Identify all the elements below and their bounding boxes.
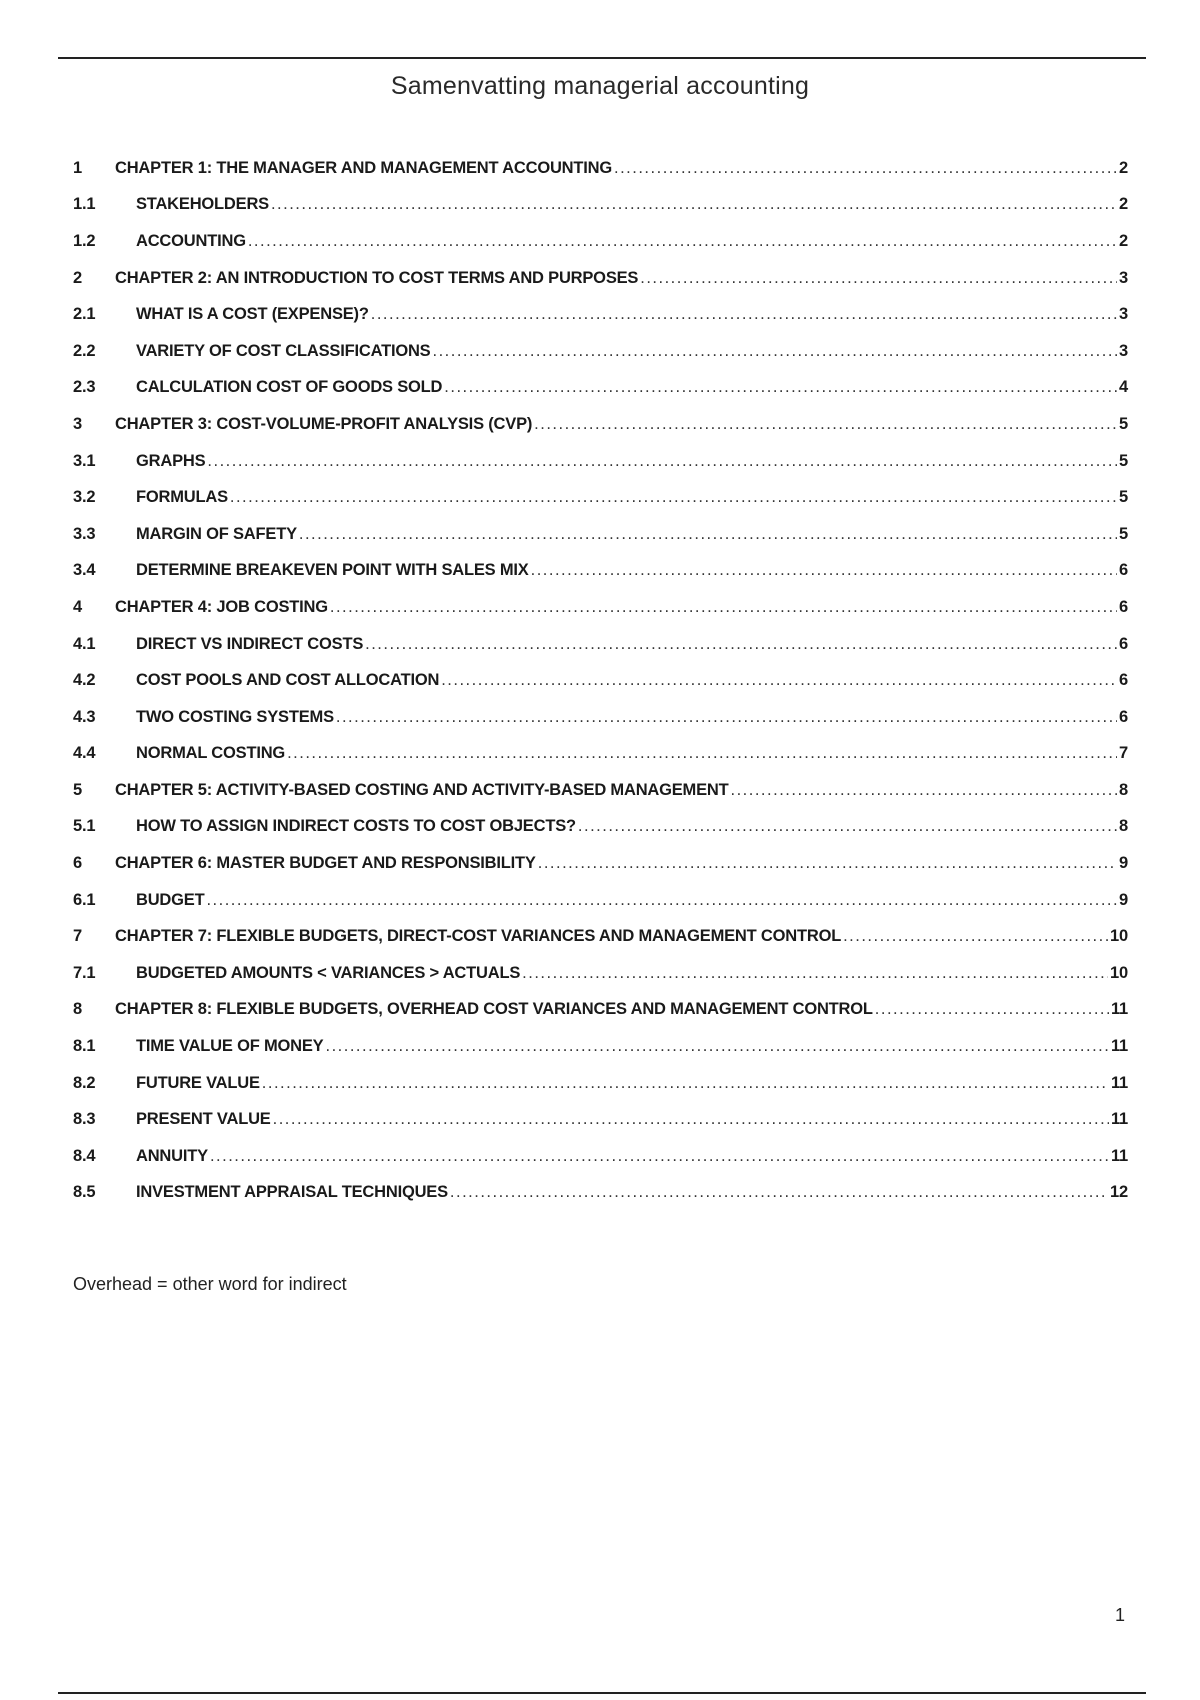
toc-entry-page[interactable]: 11 — [1110, 1146, 1128, 1165]
toc-entry-title[interactable]: STAKEHOLDERS — [136, 195, 269, 214]
body-note: Overhead = other word for indirect — [73, 1274, 347, 1294]
toc-dot-leader — [336, 708, 1117, 727]
toc-entry-page[interactable]: 3 — [1119, 305, 1128, 324]
toc-entry-title[interactable]: NORMAL COSTING — [136, 744, 286, 763]
toc-dot-leader — [248, 232, 1117, 251]
toc-dot-leader — [875, 1000, 1109, 1019]
toc-entry-page[interactable]: 6 — [1119, 561, 1128, 580]
toc-entry-page[interactable]: 12 — [1110, 1183, 1128, 1202]
toc-entry-page[interactable]: 8 — [1119, 817, 1128, 836]
toc-dot-leader — [441, 671, 1117, 690]
toc-entry-page[interactable]: 6 — [1119, 634, 1128, 653]
toc-entry-page[interactable]: 9 — [1119, 890, 1128, 909]
toc-entry-title[interactable]: CHAPTER 8: FLEXIBLE BUDGETS, OVERHEAD COST VARIANCES AND MANAGEMENT CONTROL — [115, 1000, 873, 1019]
toc-dot-leader — [262, 1074, 1109, 1093]
toc-entry-title[interactable]: COST POOLS AND COST ALLOCATION — [136, 671, 440, 690]
toc-entry-title[interactable]: TWO COSTING SYSTEMS — [136, 707, 334, 726]
toc-entry[interactable] — [73, 406, 1128, 443]
toc-dot-leader — [210, 1147, 1109, 1166]
toc-entry[interactable] — [73, 553, 1128, 590]
toc-entry-title[interactable]: VARIETY OF COST CLASSIFICATIONS — [136, 341, 431, 360]
toc-entry-number: 6 — [73, 854, 82, 873]
toc-entry-number: 8.4 — [73, 1146, 96, 1165]
toc-entry[interactable] — [73, 187, 1128, 224]
toc-entry-page[interactable]: 10 — [1110, 927, 1128, 946]
toc-entry-page[interactable]: 10 — [1110, 963, 1128, 982]
toc-entry[interactable] — [73, 882, 1128, 919]
toc-dot-leader — [287, 744, 1117, 763]
toc-entry-title[interactable]: DETERMINE BREAKEVEN POINT WITH SALES MIX — [136, 561, 529, 580]
toc-entry[interactable] — [73, 918, 1128, 955]
toc-dot-leader — [522, 964, 1108, 983]
toc-dot-leader — [538, 854, 1117, 873]
toc-entry[interactable] — [73, 1028, 1128, 1065]
toc-entry[interactable] — [73, 809, 1128, 846]
toc-entry-number: 7.1 — [73, 963, 96, 982]
toc-entry-title[interactable]: INVESTMENT APPRAISAL TECHNIQUES — [136, 1183, 448, 1202]
toc-dot-leader — [273, 1110, 1109, 1129]
toc-entry-number: 5.1 — [73, 817, 96, 836]
toc-entry-number: 4.3 — [73, 707, 96, 726]
toc-entry[interactable] — [73, 992, 1128, 1029]
toc-entry-page[interactable]: 11 — [1110, 1037, 1128, 1056]
toc-entry-title[interactable]: ACCOUNTING — [136, 231, 246, 250]
toc-dot-leader — [365, 635, 1117, 654]
toc-entry-title[interactable]: WHAT IS A COST (EXPENSE)? — [136, 305, 369, 324]
toc-entry-number: 3.1 — [73, 451, 96, 470]
toc-entry-title[interactable]: CALCULATION COST OF GOODS SOLD — [136, 378, 443, 397]
toc-dot-leader — [640, 269, 1117, 288]
toc-entry-page[interactable]: 5 — [1119, 524, 1128, 543]
toc-entry-number: 4.1 — [73, 634, 96, 653]
toc-dot-leader — [371, 305, 1117, 324]
toc-entry-number: 2 — [73, 268, 82, 287]
toc-entry-number: 8.3 — [73, 1110, 96, 1129]
toc-entry-number: 3.3 — [73, 524, 96, 543]
toc-entry-page[interactable]: 5 — [1119, 451, 1128, 470]
toc-entry-number: 4.2 — [73, 671, 96, 690]
footer-rule — [58, 1692, 1146, 1694]
toc-entry-page[interactable]: 6 — [1119, 707, 1128, 726]
toc-entry[interactable] — [73, 955, 1128, 992]
toc-entry[interactable] — [73, 223, 1128, 260]
toc-entry[interactable] — [73, 662, 1128, 699]
toc-entry-page[interactable]: 2 — [1119, 231, 1128, 250]
toc-entry-title[interactable]: FORMULAS — [136, 488, 228, 507]
toc-entry-title[interactable]: CHAPTER 3: COST-VOLUME-PROFIT ANALYSIS (CVP) — [115, 414, 533, 433]
toc-entry-page[interactable]: 5 — [1119, 414, 1128, 433]
toc-entry-number: 1 — [73, 158, 82, 177]
toc-entry-number: 6.1 — [73, 890, 96, 909]
toc-entry[interactable] — [73, 370, 1128, 407]
toc-entry[interactable] — [73, 150, 1128, 187]
toc-entry[interactable] — [73, 626, 1128, 663]
toc-entry-page[interactable]: 3 — [1119, 268, 1128, 287]
toc-dot-leader — [207, 452, 1117, 471]
toc-entry-page[interactable]: 11 — [1110, 1073, 1128, 1092]
toc-entry[interactable] — [73, 296, 1128, 333]
toc-entry[interactable] — [73, 260, 1128, 297]
toc-entry-title[interactable]: CHAPTER 4: JOB COSTING — [115, 597, 328, 616]
toc-entry[interactable] — [73, 1138, 1128, 1175]
toc-dot-leader — [325, 1037, 1108, 1056]
toc-entry-title[interactable]: CHAPTER 1: THE MANAGER AND MANAGEMENT ACCOUNTING — [115, 158, 613, 177]
toc-entry-title[interactable]: PRESENT VALUE — [136, 1110, 271, 1129]
toc-entry-number: 8.2 — [73, 1073, 96, 1092]
toc-entry-number: 2.1 — [73, 305, 96, 324]
header-rule — [58, 57, 1146, 59]
table-of-contents — [73, 150, 1128, 1211]
toc-entry[interactable] — [73, 699, 1128, 736]
toc-dot-leader — [230, 488, 1117, 507]
toc-entry[interactable] — [73, 772, 1128, 809]
toc-entry-title[interactable]: BUDGET — [136, 890, 205, 909]
toc-entry-page[interactable]: 5 — [1119, 488, 1128, 507]
toc-entry-page[interactable]: 6 — [1119, 597, 1128, 616]
toc-dot-leader — [206, 891, 1117, 910]
toc-entry[interactable] — [73, 1175, 1128, 1212]
toc-dot-leader — [271, 195, 1117, 214]
toc-entry-page[interactable]: 7 — [1119, 744, 1128, 763]
toc-entry-title[interactable]: CHAPTER 7: FLEXIBLE BUDGETS, DIRECT-COST VARIANCES AND MANAGEMENT CONTROL — [115, 927, 842, 946]
toc-entry-title[interactable]: CHAPTER 6: MASTER BUDGET AND RESPONSIBILITY — [115, 854, 536, 873]
document-title: Samenvatting managerial accounting — [390, 72, 810, 100]
toc-entry-number: 5 — [73, 780, 82, 799]
toc-entry[interactable] — [73, 443, 1128, 480]
toc-entry-number: 3.2 — [73, 488, 96, 507]
toc-dot-leader — [432, 342, 1117, 361]
toc-entry-title[interactable]: HOW TO ASSIGN INDIRECT COSTS TO COST OBJECTS? — [136, 817, 576, 836]
toc-entry-page[interactable]: 4 — [1119, 378, 1128, 397]
toc-entry-number: 8.1 — [73, 1037, 96, 1056]
toc-entry[interactable] — [73, 479, 1128, 516]
toc-entry-title[interactable]: MARGIN OF SAFETY — [136, 524, 297, 543]
toc-entry-number: 2.2 — [73, 341, 96, 360]
toc-dot-leader — [578, 817, 1117, 836]
toc-entry-number: 3 — [73, 414, 82, 433]
toc-entry-number: 1.2 — [73, 231, 96, 250]
toc-entry-title[interactable]: GRAPHS — [136, 451, 206, 470]
toc-entry[interactable] — [73, 1065, 1128, 1102]
toc-entry-title[interactable]: BUDGETED AMOUNTS < VARIANCES > ACTUALS — [136, 963, 521, 982]
toc-entry-title[interactable]: CHAPTER 2: AN INTRODUCTION TO COST TERMS AND PURPOSES — [115, 268, 639, 287]
toc-entry-title[interactable]: ANNUITY — [136, 1146, 208, 1165]
toc-entry-title[interactable]: DIRECT VS INDIRECT COSTS — [136, 634, 364, 653]
toc-entry-page[interactable]: 8 — [1119, 780, 1128, 799]
toc-entry-page[interactable]: 11 — [1110, 1000, 1128, 1019]
toc-dot-leader — [299, 525, 1117, 544]
toc-dot-leader — [450, 1183, 1108, 1202]
toc-entry[interactable] — [73, 736, 1128, 773]
toc-entry-number: 8 — [73, 1000, 82, 1019]
toc-entry-number: 3.4 — [73, 561, 96, 580]
toc-entry-page[interactable]: 2 — [1119, 195, 1128, 214]
toc-dot-leader — [444, 378, 1117, 397]
toc-entry-number: 4.4 — [73, 744, 96, 763]
toc-dot-leader — [330, 598, 1117, 617]
toc-entry-number: 2.3 — [73, 378, 96, 397]
toc-entry-title[interactable]: CHAPTER 5: ACTIVITY-BASED COSTING AND ACTIVITY-BASED MANAGEMENT — [115, 780, 729, 799]
toc-entry-page[interactable]: 6 — [1119, 671, 1128, 690]
toc-entry-title[interactable]: FUTURE VALUE — [136, 1073, 260, 1092]
toc-entry[interactable] — [73, 845, 1128, 882]
toc-entry-page[interactable]: 3 — [1119, 341, 1128, 360]
toc-entry-number: 7 — [73, 927, 82, 946]
toc-dot-leader — [731, 781, 1118, 800]
toc-dot-leader — [843, 927, 1108, 946]
toc-dot-leader — [614, 159, 1117, 178]
toc-entry-number: 8.5 — [73, 1183, 96, 1202]
toc-dot-leader — [534, 415, 1117, 434]
toc-entry-page[interactable]: 2 — [1119, 158, 1128, 177]
page-number: 1 — [1114, 1605, 1125, 1625]
toc-entry-number: 4 — [73, 597, 82, 616]
toc-entry-number: 1.1 — [73, 195, 96, 214]
toc-entry[interactable] — [73, 333, 1128, 370]
toc-entry-title[interactable]: TIME VALUE OF MONEY — [136, 1037, 324, 1056]
toc-entry-page[interactable]: 9 — [1119, 854, 1128, 873]
toc-entry[interactable] — [73, 589, 1128, 626]
toc-dot-leader — [531, 561, 1117, 580]
toc-entry-page[interactable]: 11 — [1110, 1110, 1128, 1129]
toc-entry[interactable] — [73, 1101, 1128, 1138]
toc-entry[interactable] — [73, 516, 1128, 553]
